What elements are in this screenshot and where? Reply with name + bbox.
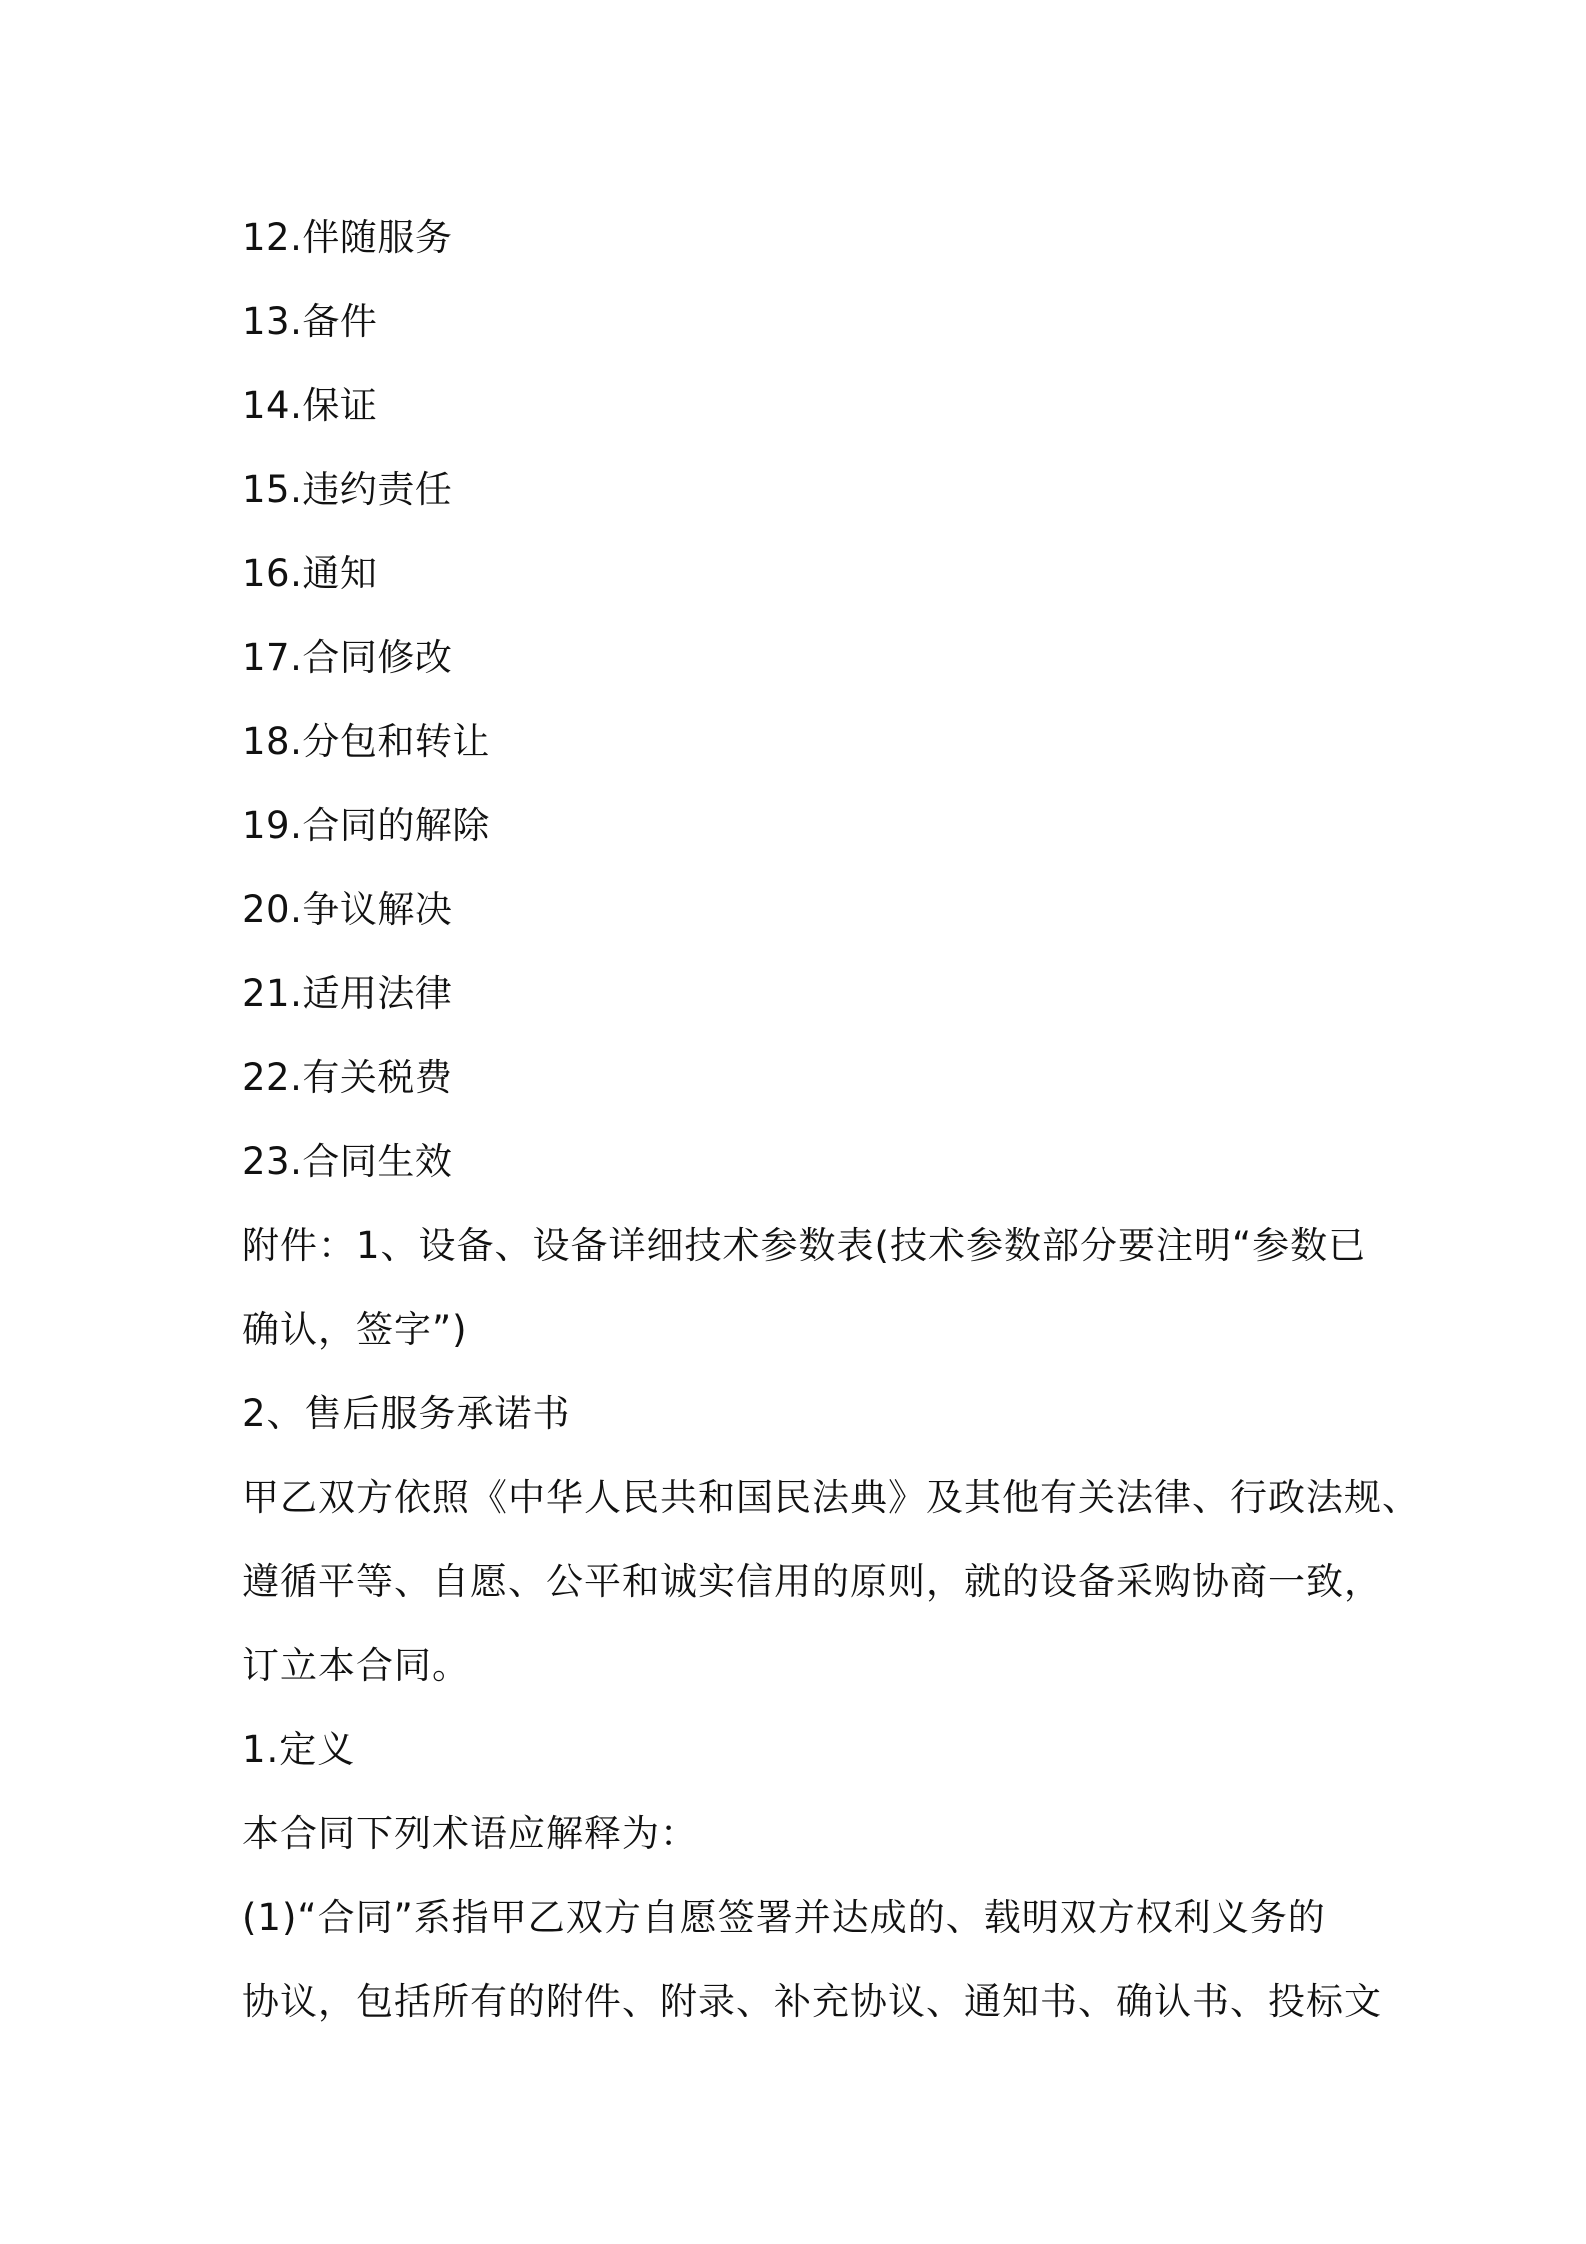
preamble-line-3: 订立本合同。	[242, 1644, 470, 1687]
attachments-line-2: 确认，签字”)	[242, 1308, 468, 1351]
clause-item-15: 15.违约责任	[242, 468, 453, 511]
definition-item-1-line-1: (1)“合同”系指甲乙双方自愿签署并达成的、载明双方权利义务的	[242, 1896, 1326, 1939]
attachments-line-1: 附件：1、设备、设备详细技术参数表(技术参数部分要注明“参数已	[242, 1224, 1367, 1267]
definitions-intro: 本合同下列术语应解释为：	[242, 1812, 698, 1855]
definition-item-1-line-2: 协议，包括所有的附件、附录、补充协议、通知书、确认书、投标文	[242, 1980, 1382, 2023]
clause-item-12: 12.伴随服务	[242, 216, 453, 259]
clause-list	[242, 196, 1362, 1204]
attachments-line-3: 2、售后服务承诺书	[242, 1392, 571, 1435]
document-body	[242, 196, 1420, 2044]
clause-item-13: 13.备件	[242, 300, 378, 343]
clause-item-17: 17.合同修改	[242, 636, 453, 679]
section-heading: 1.定义	[242, 1728, 356, 1771]
clause-item-23: 23.合同生效	[242, 1140, 453, 1183]
clause-item-21: 21.适用法律	[242, 972, 453, 1015]
clause-item-18: 18.分包和转让	[242, 720, 490, 763]
preamble-line-2: 遵循平等、自愿、公平和诚实信用的原则，就的设备采购协商一致，	[242, 1560, 1382, 1603]
clause-item-19: 19.合同的解除	[242, 804, 490, 847]
definitions-section	[242, 1708, 1382, 2044]
clause-item-16: 16.通知	[242, 552, 378, 595]
clause-item-22: 22.有关税费	[242, 1056, 453, 1099]
preamble-line-1: 甲乙双方依照《中华人民共和国民法典》及其他有关法律、行政法规、	[242, 1476, 1420, 1519]
clause-item-20: 20.争议解决	[242, 888, 453, 931]
preamble-paragraph	[242, 1456, 1420, 1708]
attachments-section	[242, 1204, 1367, 1456]
clause-item-14: 14.保证	[242, 384, 378, 427]
